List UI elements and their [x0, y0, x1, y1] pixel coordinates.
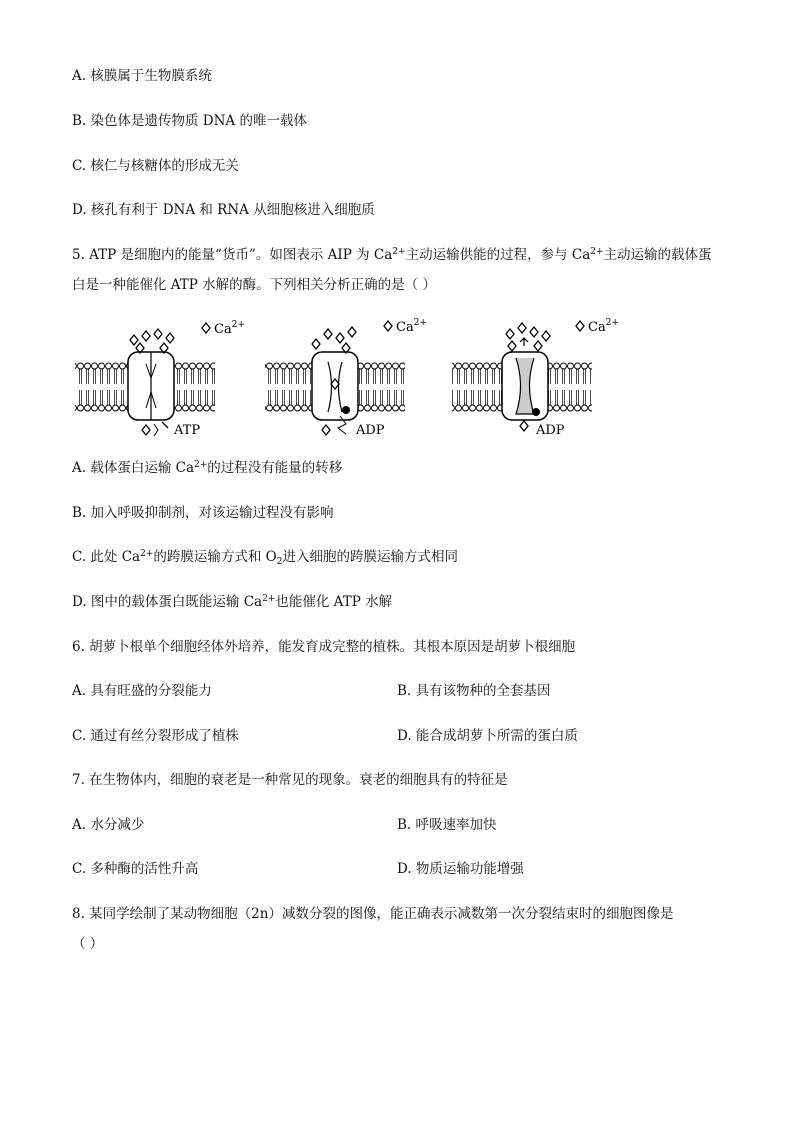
panel2-adp-label: ADP — [356, 423, 385, 438]
q5-option-b: B. 加入呼吸抑制剂，对该运输过程没有影响 — [72, 505, 334, 521]
q4-option-b: B. 染色体是遗传物质 DNA 的唯一载体 — [72, 113, 307, 129]
panel1-atp-label: ATP — [174, 423, 201, 438]
q6-option-a: A. 具有旺盛的分裂能力 — [72, 683, 212, 699]
q6-option-c: C. 通过有丝分裂形成了植株 — [72, 728, 239, 744]
panel-2 — [265, 327, 405, 438]
q4-option-c: C. 核仁与核糖体的形成无关 — [72, 158, 239, 174]
svg-text:Ca2+: $Ca^{2+}$ — [588, 318, 619, 335]
q5-option-a: A. 载体蛋白运输 $Ca^{2+}$的过程没有能量的转移 — [72, 460, 343, 476]
svg-text:Ca2+: $Ca^{2+}$ — [396, 318, 427, 335]
panel-1 — [75, 329, 215, 438]
panel-3 — [452, 323, 592, 438]
q7-option-b: B. 呼吸速率加快 — [397, 817, 497, 833]
q5-option-d: D. 图中的载体蛋白既能运输 $Ca^{2+}$也能催化 ATP 水解 — [72, 594, 393, 610]
q8-stem-line1: 8. 某同学绘制了某动物细胞（2n）减数分裂的图像，能正确表示减数第一次分裂结束时的细胞图像是 — [72, 906, 674, 922]
q7-option-c: C. 多种酶的活性升高 — [72, 861, 199, 877]
q4-option-a: A. 核膜属于生物膜系统 — [72, 68, 212, 84]
q5-stem-line1: 5. ATP 是细胞内的能量“货币”。如图表示 AIP 为 $Ca^{2+}$主动运输供能的过程，参与 $Ca^{2+}$主动运输的载体蛋 — [72, 247, 712, 263]
q6-option-b: B. 具有该物种的全套基因 — [397, 683, 551, 699]
q7-stem: 7. 在生物体内，细胞的衰老是一种常见的现象。衰老的细胞具有的特征是 — [72, 772, 508, 788]
svg-text:Ca2+: $Ca^{2+}$ — [214, 320, 245, 337]
q6-stem: 6. 胡萝卜根单个细胞经体外培养，能发育成完整的植株。其根本原因是胡萝卜根细胞 — [72, 639, 576, 655]
q7-option-a: A. 水分减少 — [72, 817, 145, 833]
q6-option-d: D. 能合成胡萝卜所需的蛋白质 — [397, 728, 578, 744]
membrane-transport-figure — [70, 312, 630, 442]
q5-stem-line2: 白是一种能催化 ATP 水解的酶。下列相关分析正确的是（ ） — [72, 277, 436, 293]
q4-option-d: D. 核孔有利于 DNA 和 RNA 从细胞核进入细胞质 — [72, 202, 375, 218]
q5-option-c: C. 此处 $Ca^{2+}$的跨膜运输方式和 $O_2$进入细胞的跨膜运输方式相同 — [72, 549, 458, 567]
q8-stem-line2: （ ） — [72, 936, 104, 952]
ca-legend-3 — [576, 318, 619, 335]
panel3-adp-label: ADP — [536, 423, 565, 438]
ca-legend-2 — [384, 318, 427, 335]
ca-legend-1 — [202, 320, 245, 337]
q7-option-d: D. 物质运输功能增强 — [397, 861, 524, 877]
